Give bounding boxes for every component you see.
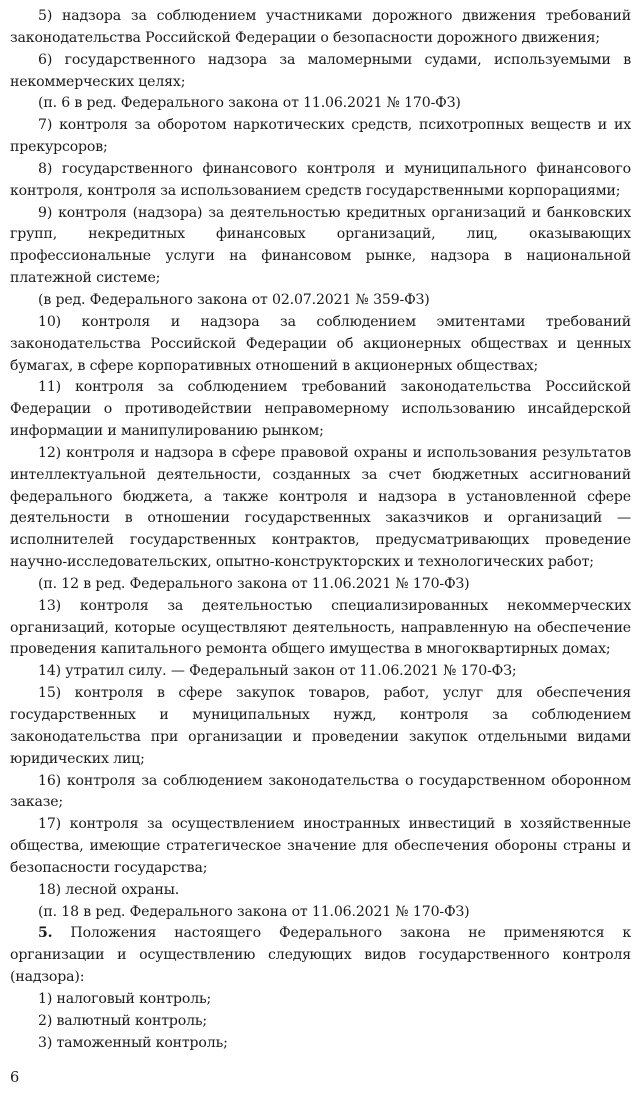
exclusion-item-1: 1) налоговый контроль; bbox=[38, 990, 212, 1007]
amendment-note: (в ред. Федерального закона от 02.07.2021 № 359-ФЗ) bbox=[38, 291, 430, 308]
list-item-15: 15) контроля в сфере закупок товаров, работ, услуг для обеспечения государственных и муниципальных нужд, контроля за соблюдением законодательства при организации и проведении закупок отдельными видами юридических лиц; bbox=[10, 685, 631, 767]
list-item-16: 16) контроля за соблюдением законодательства о государственном оборонном заказе; bbox=[10, 772, 631, 811]
amendment-note: (п. 18 в ред. Федерального закона от 11.06.2021 № 170-ФЗ) bbox=[38, 903, 470, 920]
section-5 bbox=[10, 923, 631, 989]
list-item-14: 14) утратил силу. — Федеральный закон от 11.06.2021 № 170-ФЗ; bbox=[38, 663, 517, 680]
page-number: 6 bbox=[10, 1070, 20, 1086]
list-item-9: 9) контроля (надзора) за деятельностью кредитных организаций и банковских групп, некредитных финансовых организаций, лиц, оказывающих профессиональные услуги на финансовом рынке, надзора в национальной платежной системе; bbox=[10, 204, 631, 287]
list-item-10: 10) контроля и надзора за соблюдением эмитентами требований законодательства Российской Федерации об акционерных обществах и ценных бумагах, в сфере корпоративных отношений в акционерных обществах; bbox=[10, 313, 631, 374]
list-item-17: 17) контроля за осуществлением иностранных инвестиций в хозяйственные общества, имеющие стратегическое значение для обеспечения обороны страны и безопасности государства; bbox=[10, 816, 631, 876]
section-text: Положения настоящего Федерального закона не применяются к организации и осуществлению следующих видов государственного контроля (надзора): bbox=[10, 925, 631, 986]
list-item-13: 13) контроля за деятельностью специализированных некоммерческих организаций, которые осуществляют деятельность, направленную на обеспечение проведения капитального ремонта общего имущества в многоквартирных домах; bbox=[10, 597, 631, 658]
list-item-5: 5) надзора за соблюдением участниками дорожного движения требований законодательства Российской Федерации о безопасности дорожного движения; bbox=[10, 8, 631, 46]
list-item-12: 12) контроля и надзора в сфере правовой охраны и использования результатов интеллектуальной деятельности, созданных за счет бюджетных ассигнований федерального бюджета, а также контроля и надзора в установленной сфере деятельности в отношении государственных заказчиков и организаций — исполнителей государственных контрактов, предусматривающих проведение научно-исследовательских, опытно-конструкторских и технологических работ; bbox=[10, 444, 631, 571]
exclusion-item-3: 3) таможенный контроль; bbox=[38, 1034, 228, 1051]
list-item-7: 7) контроля за оборотом наркотических средств, психотропных веществ и их прекурсоров; bbox=[10, 117, 631, 156]
section-number: 5. bbox=[38, 925, 53, 942]
amendment-note: (п. 6 в ред. Федерального закона от 11.06.2021 № 170-ФЗ) bbox=[38, 95, 461, 112]
amendment-note: (п. 12 в ред. Федерального закона от 11.06.2021 № 170-ФЗ) bbox=[38, 575, 470, 592]
list-item-11: 11) контроля за соблюдением требований законодательства Российской Федерации о противодействии неправомерному использованию инсайдерской информации и манипулированию рынком; bbox=[10, 379, 631, 440]
document-body bbox=[10, 6, 631, 1055]
exclusion-item-2: 2) валютный контроль; bbox=[38, 1012, 208, 1029]
list-item-6: 6) государственного надзора за маломерными судами, используемыми в некоммерческих целях; bbox=[10, 51, 631, 90]
list-item-18: 18) лесной охраны. bbox=[38, 881, 180, 898]
list-item-8: 8) государственного финансового контроля и муниципального финансового контроля, контроля за использованием средств государственными корпорациями; bbox=[10, 160, 631, 199]
